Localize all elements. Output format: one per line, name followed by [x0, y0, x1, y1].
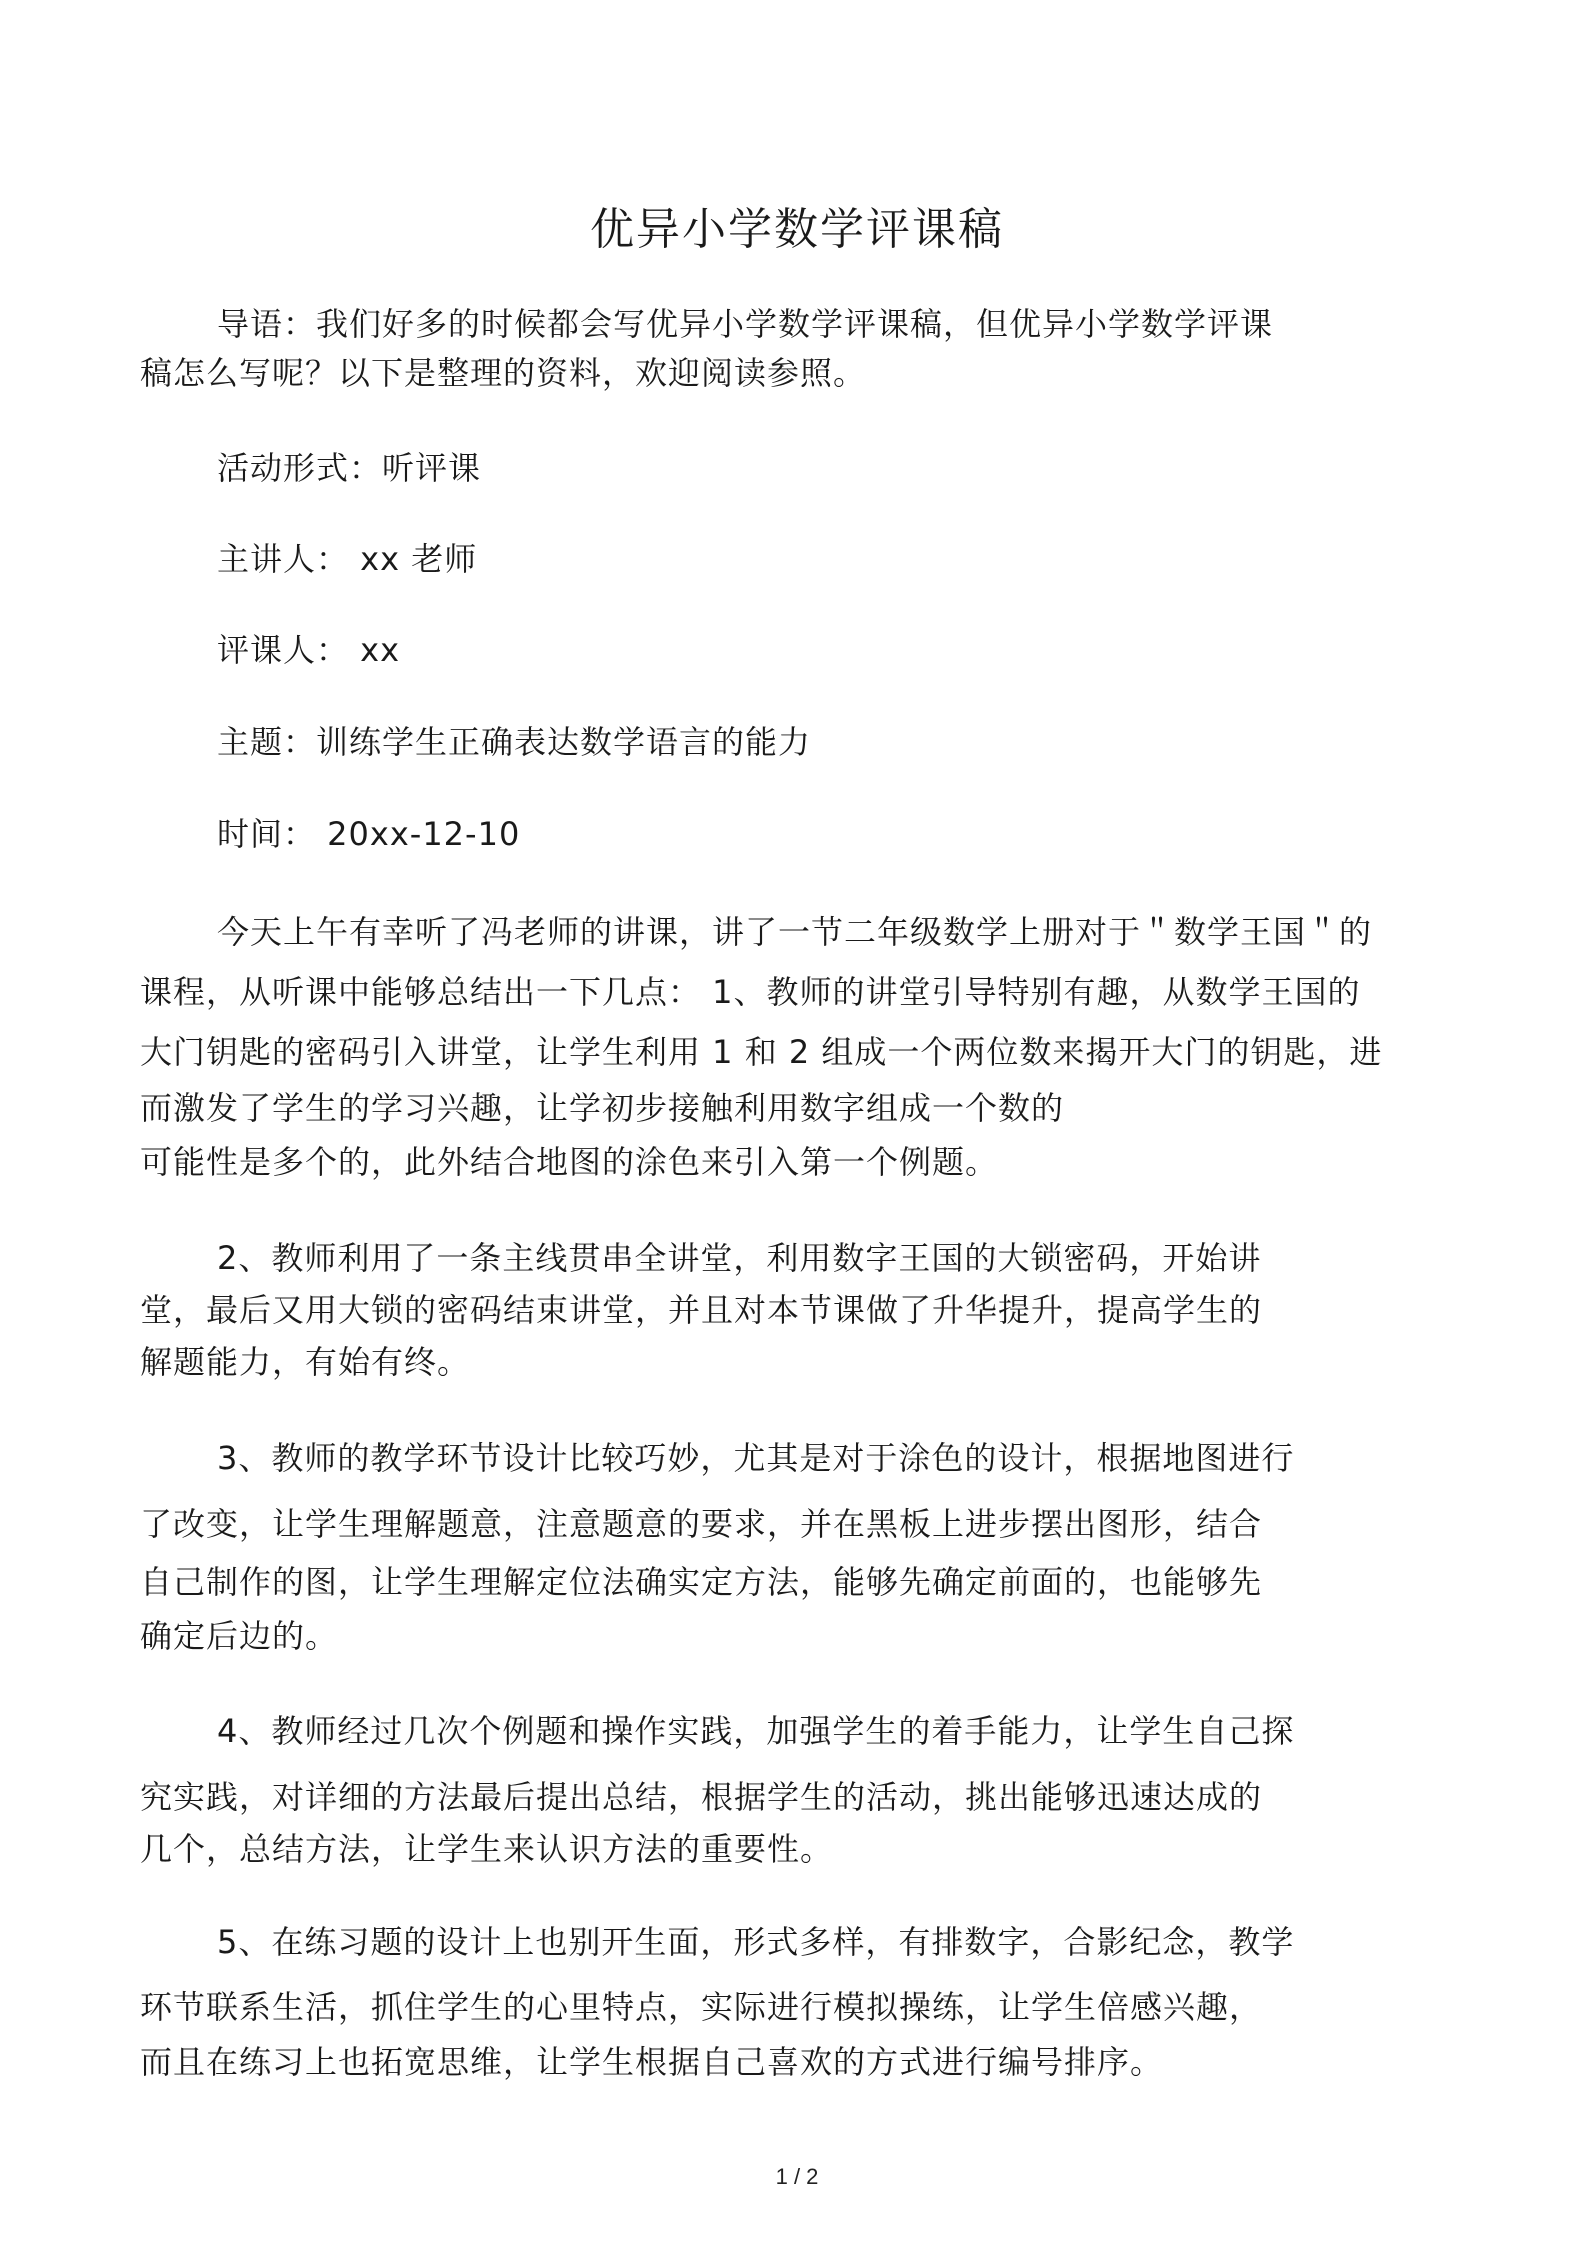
page-number: 1 / 2: [775, 2164, 819, 2189]
paragraph-4-line-1: 4、教师经过几次个例题和操作实践，加强学生的着手能力，让学生自己探: [217, 1712, 1295, 1750]
topic: 主题：训练学生正确表达数学语言的能力: [217, 723, 812, 761]
paragraph-4-line-2: 究实践，对详细的方法最后提出总结，根据学生的活动，挑出能够迅速达成的: [140, 1778, 1263, 1816]
lecture-time: 时间： 20xx-12-10: [217, 815, 521, 853]
paragraph-4-line-3: 几个，总结方法，让学生来认识方法的重要性。: [140, 1830, 834, 1868]
paragraph-5-line-2: 环节联系生活，抓住学生的心里特点，实际进行模拟操练，让学生倍感兴趣，: [140, 1988, 1263, 2026]
document-title: 优异小学数学评课稿: [590, 204, 1004, 255]
paragraph-5-line-1: 5、在练习题的设计上也别开生面，形式多样，有排数字，合影纪念，教学: [217, 1923, 1295, 1961]
paragraph-3-line-1: 3、教师的教学环节设计比较巧妙，尤其是对于涂色的设计，根据地图进行: [217, 1439, 1295, 1477]
intro-line-2: 稿怎么写呢？以下是整理的资料，欢迎阅读参照。: [140, 354, 867, 392]
paragraph-1-line-3: 大门钥匙的密码引入讲堂，让学生利用 1 和 2 组成一个两位数来揭开大门的钥匙，进: [140, 1033, 1383, 1071]
activity-form: 活动形式：听评课: [217, 449, 482, 487]
paragraph-5-line-3: 而且在练习上也拓宽思维，让学生根据自己喜欢的方式进行编号排序。: [140, 2043, 1164, 2081]
paragraph-3-line-4: 确定后边的。: [140, 1617, 339, 1655]
intro-line-1: 导语：我们好多的时候都会写优异小学数学评课稿，但优异小学数学评课: [217, 305, 1274, 343]
paragraph-3-line-3: 自己制作的图，让学生理解定位法确实定方法，能够先确定前面的，也能够先: [140, 1563, 1263, 1601]
paragraph-2-line-1: 2、教师利用了一条主线贯串全讲堂，利用数字王国的大锁密码，开始讲: [217, 1239, 1262, 1277]
paragraph-2-line-3: 解题能力，有始有终。: [140, 1343, 471, 1381]
reviewer: 评课人： xx: [217, 631, 401, 669]
speaker: 主讲人： xx 老师: [217, 540, 478, 578]
paragraph-1-line-2: 课程，从听课中能够总结出一下几点： 1、教师的讲堂引导特别有趣，从数学王国的: [140, 973, 1361, 1011]
paragraph-1-line-5: 可能性是多个的，此外结合地图的涂色来引入第一个例题。: [140, 1143, 999, 1181]
paragraph-1-line-1: 今天上午有幸听了冯老师的讲课，讲了一节二年级数学上册对于＂数学王国＂的: [217, 913, 1373, 951]
paragraph-1-line-4: 而激发了学生的学习兴趣，让学初步接触利用数字组成一个数的: [140, 1089, 1065, 1127]
paragraph-2-line-2: 堂，最后又用大锁的密码结束讲堂，并且对本节课做了升华提升，提高学生的: [140, 1291, 1263, 1329]
paragraph-3-line-2: 了改变，让学生理解题意，注意题意的要求，并在黑板上进步摆出图形，结合: [140, 1505, 1263, 1543]
